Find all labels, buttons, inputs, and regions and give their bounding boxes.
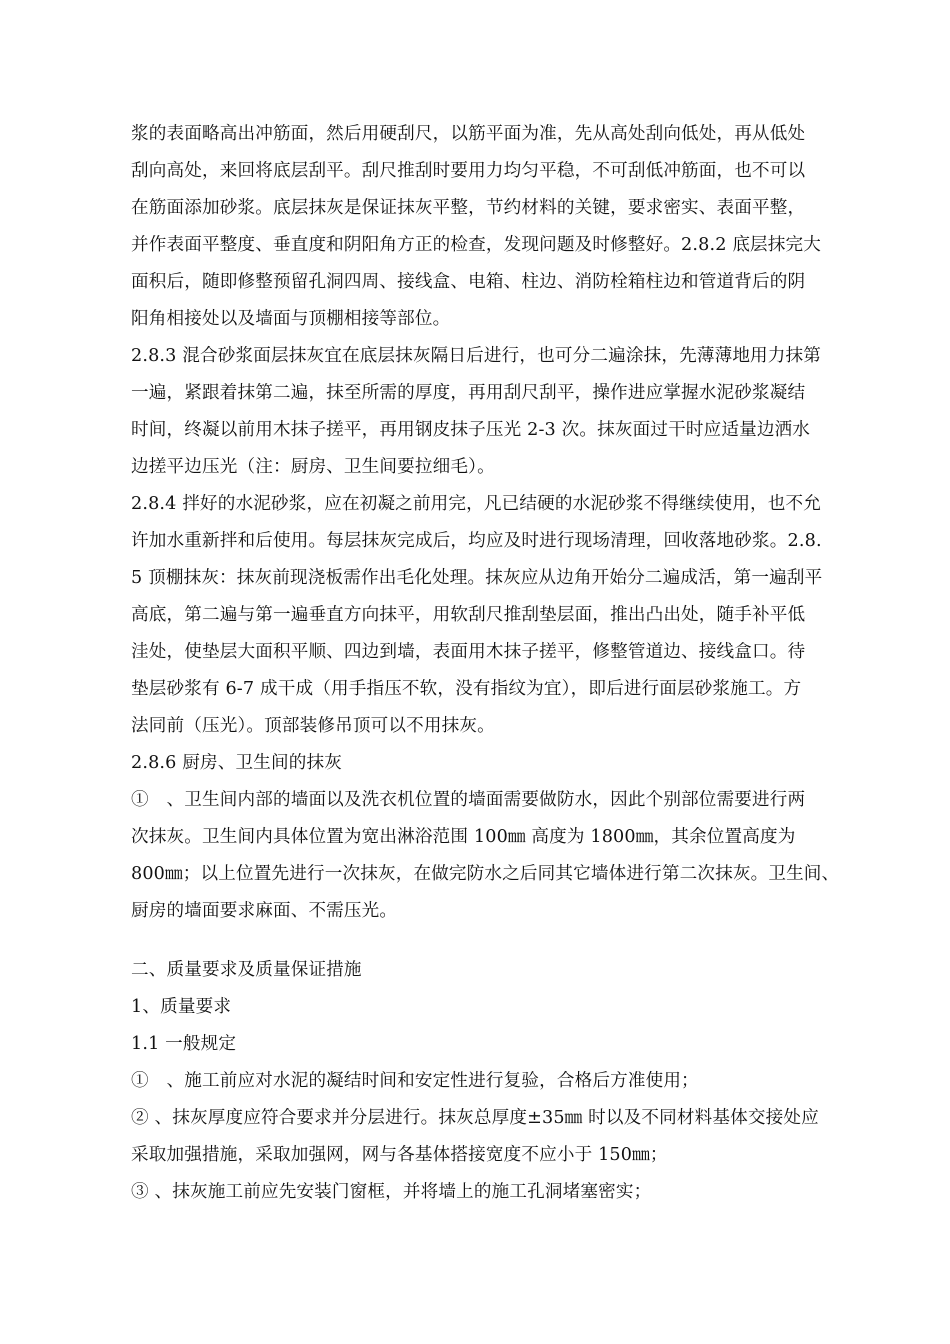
chapter-heading: 二、质量要求及质量保证措施 xyxy=(131,960,362,980)
numbered-item: ① 、施工前应对水泥的凝结时间和安定性进行复验，合格后方准使用； xyxy=(131,1071,699,1091)
text-line: 面积后，随即修整预留孔洞四周、接线盒、电箱、柱边、消防栓箱柱边和管道背后的阴 xyxy=(131,272,806,292)
text-line: 阳角相接处以及墙面与顶棚相接等部位。 xyxy=(131,309,451,329)
text-line: 一遍，紧跟着抹第二遍，抹至所需的厚度，再用刮尺刮平，操作进应掌握水泥砂浆凝结 xyxy=(131,383,806,403)
text-line: 在筋面添加砂浆。底层抹灰是保证抹灰平整，节约材料的关键，要求密实、表面平整， xyxy=(131,198,806,218)
text-line: 洼处，使垫层大面积平顺、四边到墙，表面用木抹子搓平，修整管道边、接线盒口。待 xyxy=(131,642,806,662)
text-line: 高底，第二遍与第一遍垂直方向抹平，用软刮尺推刮垫层面，推出凸出处，随手补平低 xyxy=(131,605,806,625)
section-2-8-4: 2.8.4 拌好的水泥砂浆，应在初凝之前用完，凡已结硬的水泥砂浆不得继续使用，也不允 xyxy=(131,494,822,514)
text-line: 法同前（压光）。顶部装修吊顶可以不用抹灰。 xyxy=(131,716,495,736)
text-line: 刮向高处，来回将底层刮平。刮尺推刮时要用力均匀平稳，不可刮低冲筋面，也不可以 xyxy=(131,161,806,181)
numbered-item: ① 、卫生间内部的墙面以及洗衣机位置的墙面需要做防水，因此个别部位需要进行两 xyxy=(131,790,806,810)
text-line: 浆的表面略高出冲筋面，然后用硬刮尺，以筋平面为准，先从高处刮向低处，再从低处 xyxy=(131,124,806,144)
text-line: 许加水重新拌和后使用。每层抹灰完成后，均应及时进行现场清理，回收落地砂浆。2.8. xyxy=(131,531,822,551)
text-line: 时间，终凝以前用木抹子搓平，再用钢皮抹子压光 2-3 次。抹灰面过干时应适量边洒水 xyxy=(131,420,811,440)
text-line: 800㎜；以上位置先进行一次抹灰，在做完防水之后同其它墙体进行第二次抹灰。卫生间、 xyxy=(131,864,840,884)
section-heading: 1、质量要求 xyxy=(131,997,232,1017)
text-line: 边搓平边压光（注：厨房、卫生间要拉细毛）。 xyxy=(131,457,495,477)
numbered-item: ② 、抹灰厚度应符合要求并分层进行。抹灰总厚度±35㎜ 时以及不同材料基体交接处应 xyxy=(131,1108,819,1128)
text-line: 并作表面平整度、垂直度和阴阳角方正的检查，发现问题及时修整好。2.8.2 底层抹完大 xyxy=(131,235,822,255)
text-line: 厨房的墙面要求麻面、不需压光。 xyxy=(131,901,398,921)
section-2-8-6-heading: 2.8.6 厨房、卫生间的抹灰 xyxy=(131,753,342,773)
text-line: 采取加强措施，采取加强网，网与各基体搭接宽度不应小于 150㎜； xyxy=(131,1145,668,1165)
numbered-item: ③ 、抹灰施工前应先安装门窗框，并将墙上的施工孔洞堵塞密实； xyxy=(131,1182,652,1202)
text-line: 次抹灰。卫生间内具体位置为宽出淋浴范围 100㎜ 高度为 1800㎜，其余位置高度为 xyxy=(131,827,796,847)
text-line: 5 顶棚抹灰：抹灰前现浇板需作出毛化处理。抹灰应从边角开始分二遍成活，第一遍刮平 xyxy=(131,568,823,588)
section-2-8-3: 2.8.3 混合砂浆面层抹灰宜在底层抹灰隔日后进行，也可分二遍涂抹，先薄薄地用力抹第 xyxy=(131,346,822,366)
subsection-heading: 1.1 一般规定 xyxy=(131,1034,237,1054)
text-line: 垫层砂浆有 6-7 成干成（用手指压不软，没有指纹为宜），即后进行面层砂浆施工。方 xyxy=(131,679,802,699)
